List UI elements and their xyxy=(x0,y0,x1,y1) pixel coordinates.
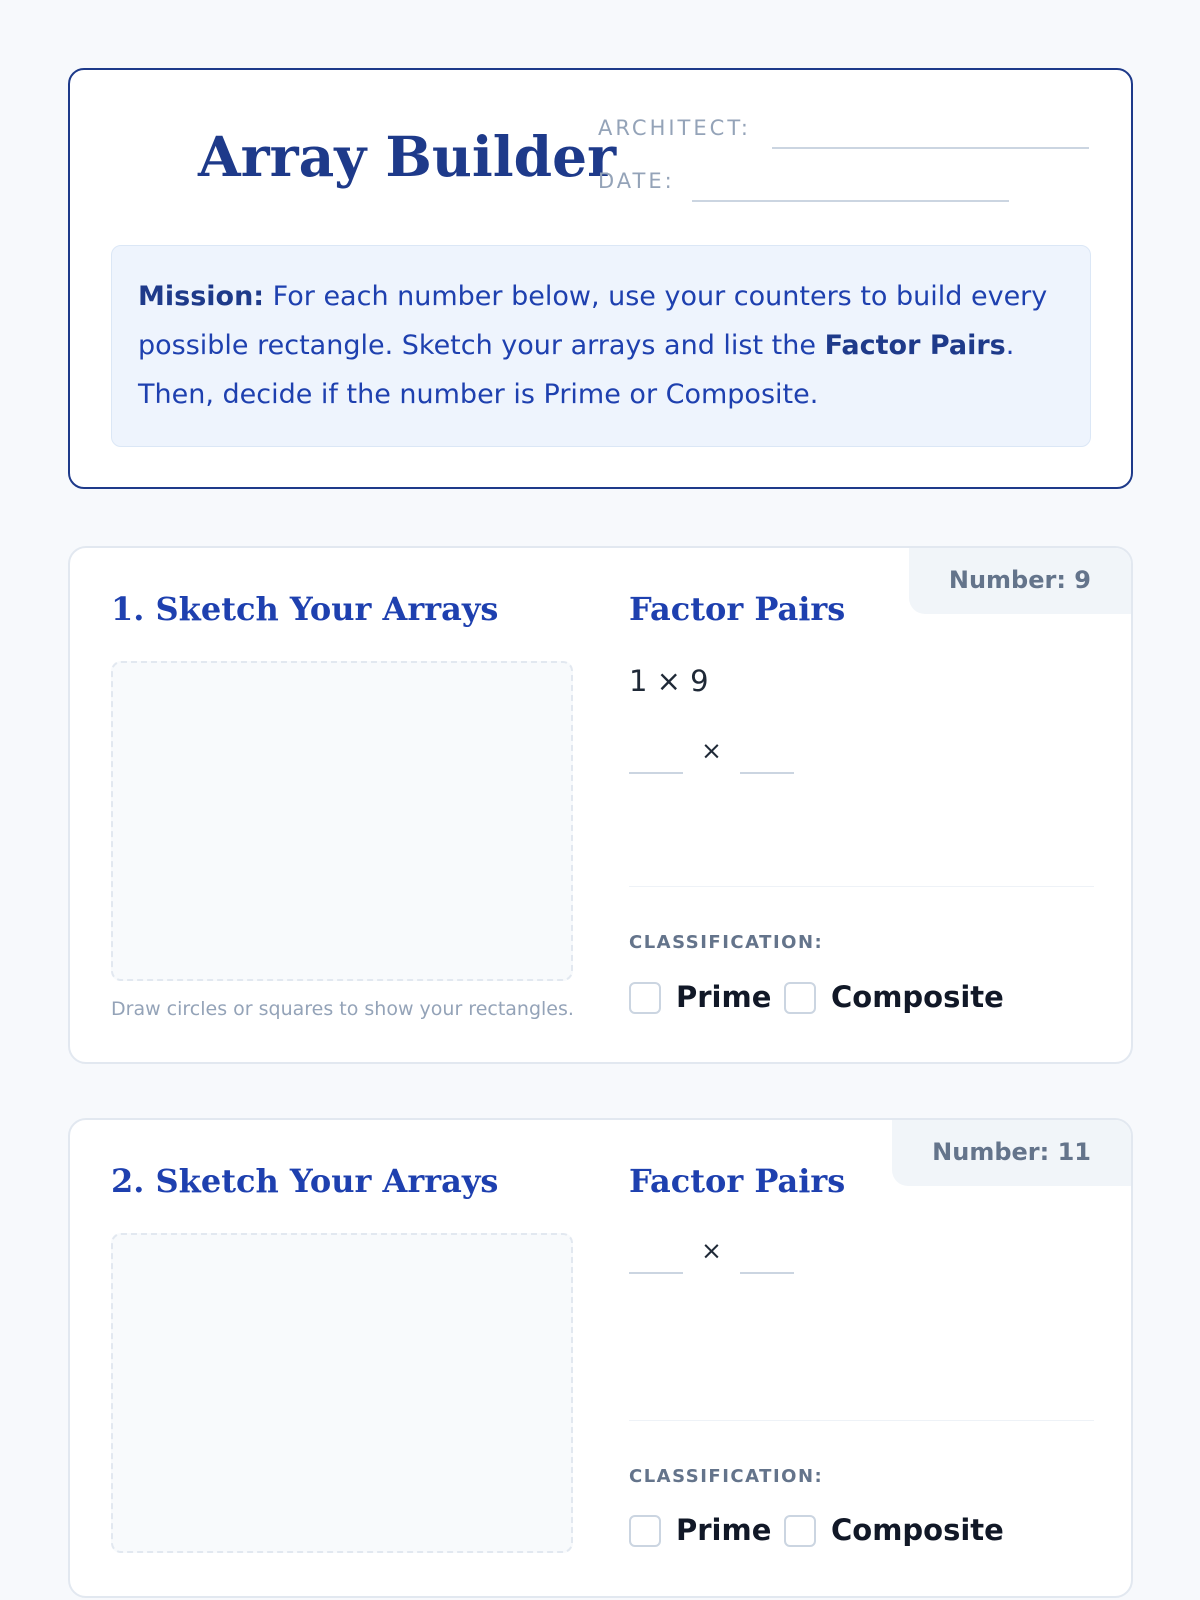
number-card-11 xyxy=(68,1118,1133,1598)
number-badge: Number: 11 xyxy=(892,1120,1131,1186)
factor-input-b[interactable] xyxy=(740,736,794,774)
date-field[interactable] xyxy=(692,162,1009,202)
sketch-area[interactable] xyxy=(111,1233,573,1553)
factor-input-a[interactable] xyxy=(629,1236,683,1274)
factor-pairs-title: Factor Pairs xyxy=(629,1162,846,1200)
number-card-9 xyxy=(68,546,1133,1064)
sketch-title: 1. Sketch Your Arrays xyxy=(111,590,499,628)
composite-checkbox[interactable] xyxy=(784,982,816,1014)
sketch-area[interactable] xyxy=(111,661,573,981)
prime-label[interactable]: Prime xyxy=(676,1513,772,1547)
architect-field[interactable] xyxy=(772,109,1089,149)
date-label: DATE: xyxy=(598,169,675,193)
factor-pair-example: 1 × 9 xyxy=(629,664,709,698)
divider xyxy=(629,886,1094,887)
worksheet-header xyxy=(68,68,1133,489)
composite-label[interactable]: Composite xyxy=(831,1513,1004,1547)
prime-checkbox[interactable] xyxy=(629,982,661,1014)
factor-input-a[interactable] xyxy=(629,736,683,774)
composite-label[interactable]: Composite xyxy=(831,980,1004,1014)
factor-pair-row xyxy=(629,1236,799,1276)
prime-checkbox[interactable] xyxy=(629,1515,661,1547)
times-symbol: × xyxy=(701,736,722,765)
number-badge: Number: 9 xyxy=(909,548,1131,614)
classification-label: CLASSIFICATION: xyxy=(629,932,824,953)
page-title: Array Builder xyxy=(198,124,617,189)
classification-options xyxy=(629,1513,1004,1549)
classification-label: CLASSIFICATION: xyxy=(629,1466,824,1487)
mission-text-b: . Then, decide if the number is Prime or Composite. xyxy=(138,330,1015,410)
factor-input-b[interactable] xyxy=(740,1236,794,1274)
factor-pairs-title: Factor Pairs xyxy=(629,590,846,628)
sketch-hint: Draw circles or squares to show your rectangles. xyxy=(111,998,574,1020)
classification-options xyxy=(629,980,1004,1016)
mission-lead: Mission: xyxy=(138,281,265,312)
mission-emphasis: Factor Pairs xyxy=(824,330,1006,361)
composite-checkbox[interactable] xyxy=(784,1515,816,1547)
architect-label: ARCHITECT: xyxy=(598,116,751,140)
mission-text-a: For each number below, use your counters to build every possible rectangle. Sketch your arrays and list the xyxy=(138,281,1048,361)
times-symbol: × xyxy=(701,1236,722,1265)
mission-box xyxy=(111,245,1091,447)
factor-pair-row xyxy=(629,736,799,776)
prime-label[interactable]: Prime xyxy=(676,980,772,1014)
divider xyxy=(629,1420,1094,1421)
sketch-title: 2. Sketch Your Arrays xyxy=(111,1162,499,1200)
